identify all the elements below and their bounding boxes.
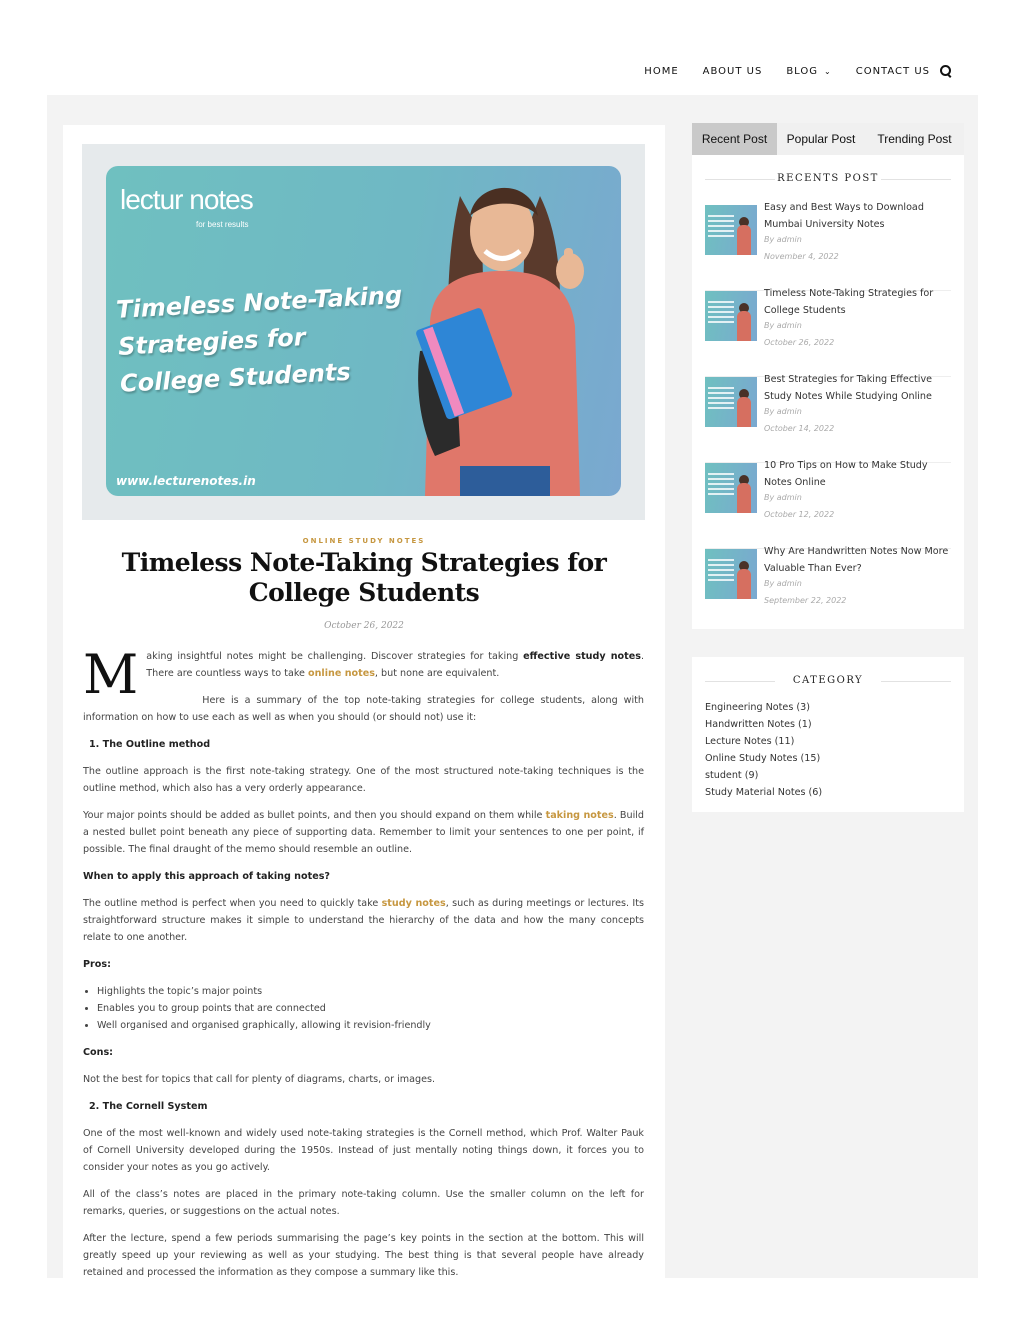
post-title[interactable]: Best Strategies for Taking Effective Study Notes While Studying Online (764, 374, 933, 402)
section-heading: 2. The Cornell System (89, 1101, 208, 1112)
text: The outline method is perfect when you need to quickly take (83, 898, 382, 909)
category-widget (692, 657, 964, 812)
list-item: • Highlights the topic’s major points (97, 983, 644, 1000)
text: . Build a nested bullet point beneath any piece of supporting data. Remember to limit your sentences to one per point, if possible. The final draught of the memo should resemble an outline. (83, 810, 644, 855)
category-link[interactable]: Engineering Notes (3) (705, 702, 810, 713)
pros-heading: Pros: (83, 959, 111, 970)
brand-logo-tagline: for best results (196, 220, 249, 229)
student-illustration (390, 176, 620, 496)
post-date: October 26, 2022 (764, 338, 835, 347)
category-list (705, 699, 822, 801)
main-nav (620, 65, 952, 77)
post-title[interactable]: Why Are Handwritten Notes Now More Valuable Than Ever? (764, 546, 949, 574)
category-heading: CATEGORY (692, 675, 964, 686)
featured-image (82, 144, 645, 520)
study-notes-link[interactable]: study notes (381, 898, 446, 909)
post-tabs (692, 123, 964, 155)
recent-posts-heading: RECENTS POST (692, 173, 964, 184)
category-link[interactable]: Online Study Notes (15) (705, 753, 821, 764)
post-title[interactable]: 10 Pro Tips on How to Make Study Notes Online (764, 460, 928, 488)
taking-notes-link[interactable]: taking notes (545, 810, 614, 821)
featured-image-card (106, 166, 621, 496)
post-author: By admin (764, 407, 802, 416)
section-heading-text: The Outline method (102, 739, 211, 750)
category-link[interactable]: Lecture Notes (11) (705, 736, 795, 747)
article-card (63, 125, 665, 1278)
cons-heading: Cons: (83, 1047, 114, 1058)
list-item[interactable] (705, 288, 951, 377)
post-thumbnail[interactable] (705, 549, 757, 599)
site-header (47, 44, 978, 95)
category-link[interactable]: student (9) (705, 770, 759, 781)
post-author: By admin (764, 493, 802, 502)
list-item[interactable] (705, 460, 951, 549)
tab-recent-post[interactable]: Recent Post (692, 123, 777, 155)
post-title[interactable]: Easy and Best Ways to Download Mumbai University Notes (764, 202, 924, 230)
post-date: October 12, 2022 (764, 510, 835, 519)
bold-text: effective study notes (523, 651, 641, 662)
text: . There are countless ways to take (146, 651, 644, 679)
post-thumbnail[interactable] (705, 377, 757, 427)
drop-cap: M (83, 643, 139, 706)
post-date: October 14, 2022 (764, 424, 835, 433)
post-author: By admin (764, 321, 802, 330)
post-date: November 4, 2022 (764, 252, 839, 261)
online-notes-link[interactable]: online notes (308, 668, 375, 679)
search-icon[interactable] (940, 65, 952, 77)
text: Your major points should be added as bullet points, and then you should expand on them while (83, 810, 546, 821)
post-title[interactable]: Timeless Note-Taking Strategies for College Students (764, 288, 934, 316)
post-thumbnail[interactable] (705, 463, 757, 513)
paragraph: Here is a summary of the top note-taking strategies for college students, along with information on how to use each as well as when you should (or should not) use it: (83, 695, 644, 723)
category-link[interactable]: Handwritten Notes (1) (705, 719, 812, 730)
chevron-down-icon: ⌄ (824, 66, 832, 76)
post-date: September 22, 2022 (764, 596, 847, 605)
nav-about[interactable]: ABOUT US (702, 65, 763, 77)
post-author: By admin (764, 235, 802, 244)
paragraph (83, 807, 644, 858)
article-title: Timeless Note-Taking Strategies for College Students (121, 548, 607, 607)
section-heading-text: The Cornell System (102, 1101, 208, 1112)
post-thumbnail[interactable] (705, 291, 757, 341)
brand-logo: lectur notes (120, 184, 253, 215)
nav-contact[interactable]: CONTACT US (855, 65, 930, 77)
featured-image-url: www.lecturenotes.in (116, 474, 256, 488)
list-item[interactable] (705, 546, 951, 635)
featured-image-title (115, 276, 420, 403)
paragraph: The outline approach is the first note-taking strategy. One of the most structured note-taking techniques is the outline method, which also has a very orderly appearance. (83, 766, 644, 794)
intro-paragraph (83, 643, 644, 706)
article-date: October 26, 2022 (324, 621, 404, 631)
tab-popular-post[interactable]: Popular Post (786, 132, 856, 146)
featured-image-title-line: Strategies for (117, 323, 307, 361)
section-heading: 1. The Outline method (89, 739, 211, 750)
text: aking insightful notes might be challenging. Discover strategies for taking (146, 651, 524, 662)
pros-list (97, 983, 644, 1034)
text: , such as during meetings or lectures. Its straightforward structure makes it simple to understand the hierarchy of the data and how the many concepts relate to one another. (83, 898, 644, 943)
list-item: • Well organised and organised graphically, allowing it revision-friendly (97, 1017, 644, 1034)
post-thumbnail[interactable] (705, 205, 757, 255)
article-body (83, 643, 644, 1278)
category-link[interactable]: Study Material Notes (6) (705, 787, 823, 798)
subheading: When to apply this approach of taking notes? (83, 871, 330, 882)
nav-home[interactable]: HOME (644, 65, 679, 77)
paragraph: One of the most well-known and widely used note-taking strategies is the Cornell method, which Prof. Walter Pauk of Cornell University developed during the 1950s. Instead of just mentally noting things down, it forces you to consider your notes as you go actively. (83, 1128, 644, 1173)
nav-blog-label: BLOG (786, 65, 819, 77)
nav-blog[interactable] (786, 66, 831, 77)
featured-image-title-line: College Students (119, 357, 352, 398)
article-category[interactable]: ONLINE STUDY NOTES (302, 537, 426, 545)
paragraph (83, 895, 644, 946)
paragraph: After the lecture, spend a few periods summarising the page’s key points in the section at the bottom. This will greatly speed up your reviewing as well as your studying. The best thing is that several people have already retained and processed the information as they compose a summary like this. (83, 1233, 644, 1278)
featured-image-title-line: Timeless Note-Taking (115, 280, 403, 324)
recent-posts-widget (692, 155, 964, 629)
list-item[interactable] (705, 374, 951, 463)
tab-trending-post[interactable]: Trending Post (877, 132, 952, 146)
text: , but none are equivalent. (374, 668, 500, 679)
list-item[interactable] (705, 202, 951, 291)
list-item: • Enables you to group points that are connected (97, 1000, 644, 1017)
post-author: By admin (764, 579, 802, 588)
paragraph: All of the class’s notes are placed in the primary note-taking column. Use the smaller column on the left for remarks, queries, or suggestions on the actual notes. (83, 1189, 644, 1217)
paragraph: Not the best for topics that call for plenty of diagrams, charts, or images. (83, 1074, 436, 1085)
